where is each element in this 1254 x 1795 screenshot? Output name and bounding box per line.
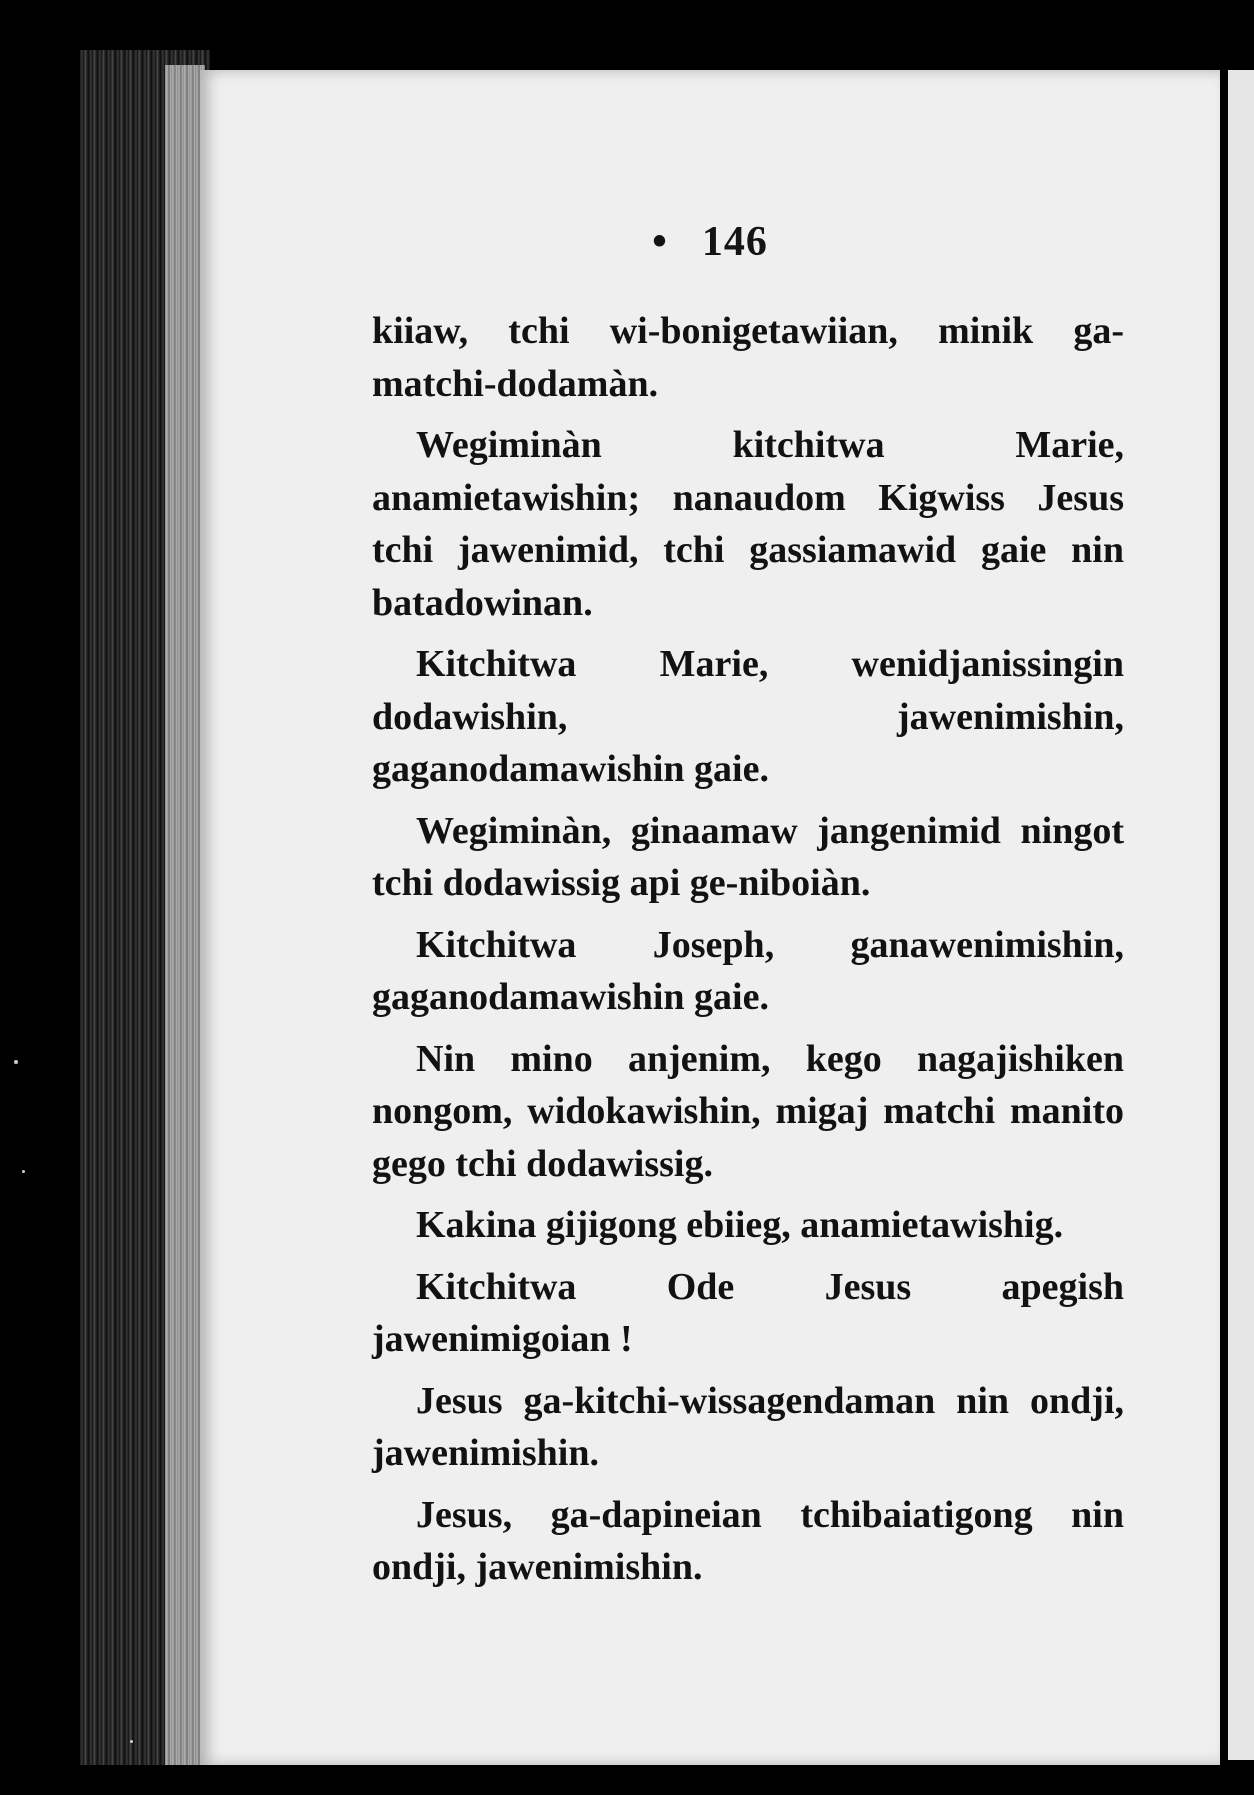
body-text [372, 305, 1124, 1603]
printer-dot-mark: • [652, 219, 668, 265]
paragraph: Wegiminàn kitchitwa Marie, anamietawishin; nanaudom Kigwiss Jesus tchi jawenimid, tchi gassiamawid gaie nin batadowinan. [372, 424, 1124, 624]
book-page [200, 70, 1220, 1765]
page-number-value: 146 [701, 219, 768, 265]
page-number [200, 218, 1220, 266]
page-stack-edge [165, 65, 205, 1765]
paragraph: Kitchitwa Joseph, ganawenimishin, gaganodamawishin gaie. [372, 923, 1124, 1018]
scan-speck [14, 1060, 18, 1064]
paragraph: Kakina gijigong ebiieg, anamietawishig. [416, 1204, 1064, 1246]
scan-speck [130, 1740, 133, 1743]
facing-page-edge [1228, 70, 1254, 1760]
paragraph: Nin mino anjenim, kego nagajishiken nongom, widokawishin, migaj matchi manito gego tchi dodawissig. [372, 1037, 1124, 1185]
paragraph: Jesus, ga-dapineian tchibaiatigong nin ondji, jawenimishin. [372, 1493, 1124, 1588]
paragraph: Kitchitwa Ode Jesus apegish jawenimigoian ! [372, 1265, 1124, 1360]
paragraph: Jesus ga-kitchi-wissagendaman nin ondji, jawenimishin. [372, 1379, 1124, 1474]
scan-speck [22, 1170, 25, 1173]
paragraph: kiiaw, tchi wi-bonigetawiian, minik ga-matchi-dodamàn. [372, 310, 1124, 405]
paragraph: Wegiminàn, ginaamaw jangenimid ningot tchi dodawissig api ge-niboiàn. [372, 809, 1124, 904]
paragraph: Kitchitwa Marie, wenidjanissingin dodawishin, jawenimishin, gaganodamawishin gaie. [372, 643, 1124, 790]
